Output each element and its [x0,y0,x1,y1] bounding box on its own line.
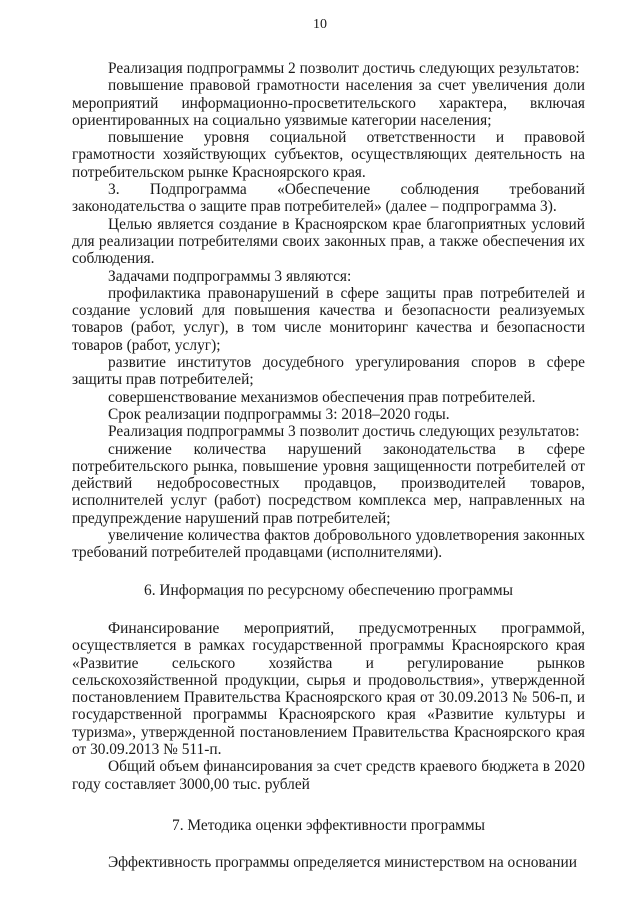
paragraph: Эффективность программы определяется министерством на основании [108,854,578,872]
paragraph: увеличение количества фактов добровольного удовлетворения законных требований потребителей продавцами (исполнителями). [72,527,585,562]
paragraph: Реализация подпрограммы 3 позволит достичь следующих результатов: [108,423,580,441]
section-6-heading: 6. Информация по ресурсному обеспечению программы [144,581,513,599]
paragraph: Реализация подпрограммы 2 позволит достичь следующих результатов: [108,60,580,77]
paragraph: совершенствование механизмов обеспечения прав потребителей. [108,388,536,406]
section-7-heading: 7. Методика оценки эффективности программы [172,816,485,834]
paragraph: развитие институтов досудебного урегулирования споров в сфере защиты прав потребителей; [72,354,585,389]
paragraph: 3. Подпрограмма «Обеспечение соблюдения требований законодательства о защите прав потребителей» (далее – подпрограмма 3). [72,181,585,216]
paragraph: профилактика правонарушений в сфере защиты прав потребителей и создание условий для повышения качества и безопасности реализуемых товаров (работ, услуг), в том числе мониторинг качества и безопасности товаров (работ, услуг); [72,284,585,354]
document-body [72,60,585,871]
paragraph: Целью является создание в Красноярском крае благоприятных условий для реализации потребителями своих законных прав, а также обеспечения их соблюдения. [72,215,585,268]
paragraph: Общий объем финансирования за счет средств краевого бюджета в 2020 году составляет 3000,00 тыс. рублей [72,758,585,793]
paragraph: снижение количества нарушений законодательства в сфере потребительского рынка, повышение уровня защищенности потребителей от действий недобросовестных продавцов, производителей товаров, исполнителей услуг (работ) посредством комплекса мер, направленных на предупреждение нарушений прав потребителей; [72,440,585,527]
page-number: 10 [313,17,327,32]
paragraph: Задачами подпрограммы 3 являются: [108,267,352,285]
paragraph: Финансирование мероприятий, предусмотренных программой, осуществляется в рамках государственной программы Красноярского края «Развитие сельского хозяйства и регулирование рынков сельскохозяйственной продукции, сырья и продовольствия», утвержденной постановлением Правительства Красноярского края от 30.09.2013 № 506-п, и государственной программы Красноярского края «Развитие культуры и туризма», утвержденной постановлением Правительства Красноярского края от 30.09.2013 № 511-п. [72,619,585,758]
paragraph: Срок реализации подпрограммы 3: 2018–2020 годы. [108,405,450,423]
paragraph: повышение правовой грамотности населения за счет увеличения доли мероприятий информационно-просветительского характера, включая ориентированных на социально уязвимые категории населения; [72,77,585,129]
paragraph: повышение уровня социальной ответственности и правовой грамотности хозяйствующих субъектов, осуществляющих деятельность на потребительском рынке Красноярского края. [72,129,585,181]
